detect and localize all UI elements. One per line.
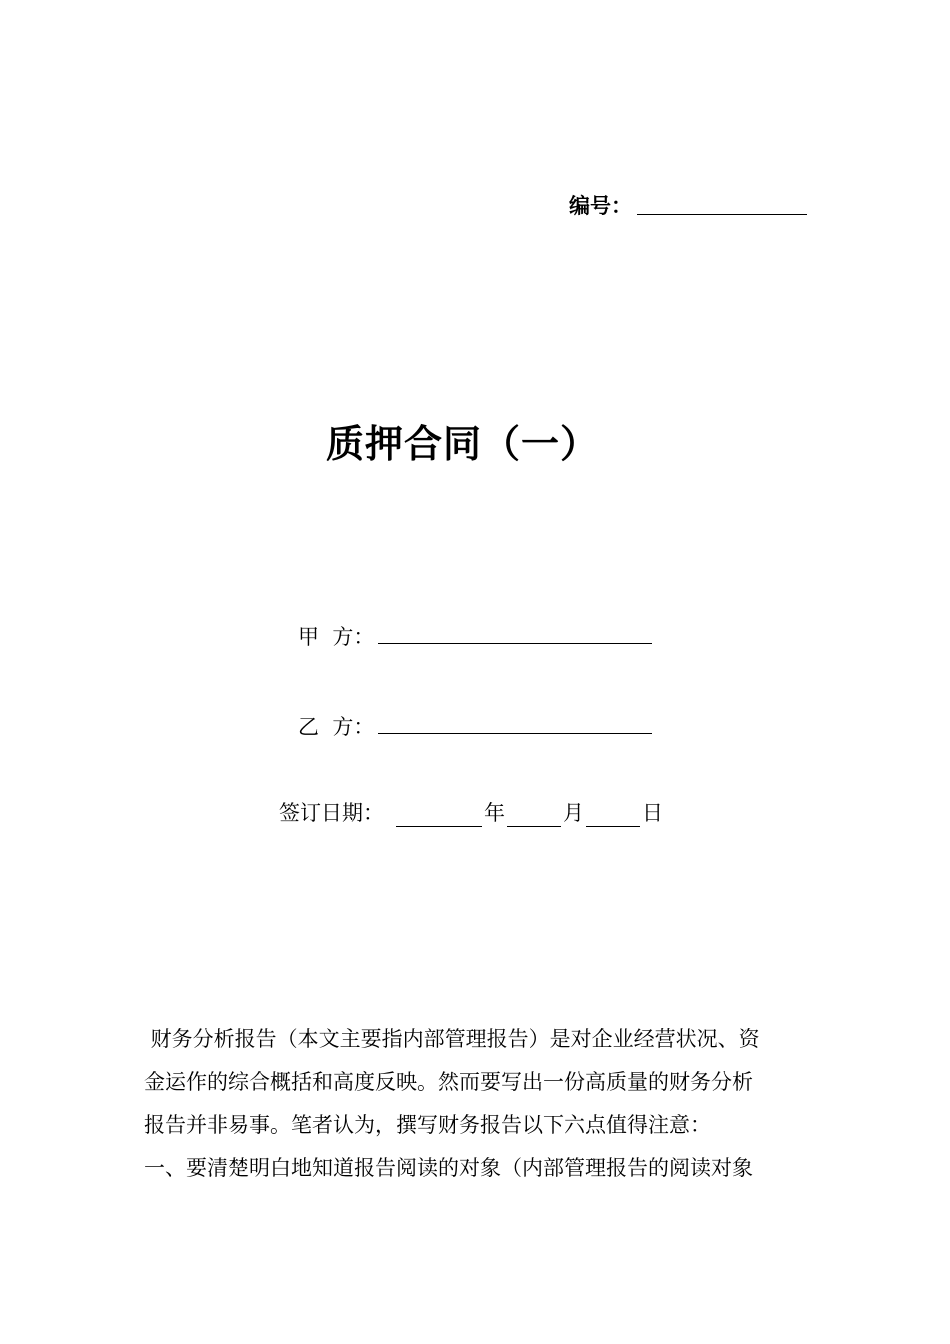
body-text	[144, 1018, 808, 1190]
sign-date-year-label: 年	[484, 801, 505, 825]
party-a-blank	[378, 643, 652, 644]
contract-number-blank	[637, 214, 807, 215]
sign-date-year-blank	[396, 804, 482, 827]
sign-date-month-label: 月	[563, 801, 584, 825]
party-b-label: 乙 方：	[298, 715, 375, 739]
party-b-blank	[378, 733, 652, 734]
body-line: 财务分析报告（本文主要指内部管理报告）是对企业经营状况、资	[144, 1027, 760, 1051]
contract-number-label: 编号：	[569, 194, 632, 218]
body-line: 一、要清楚明白地知道报告阅读的对象（内部管理报告的阅读对象	[144, 1156, 753, 1180]
body-line: 报告并非易事。笔者认为，撰写财务报告以下六点值得注意：	[144, 1113, 711, 1137]
sign-date-month-blank	[507, 804, 561, 827]
sign-date-day-blank	[586, 804, 640, 827]
body-line: 金运作的综合概括和高度反映。然而要写出一份高质量的财务分析	[144, 1070, 753, 1094]
sign-date-label: 签订日期：	[279, 801, 384, 825]
sign-date-row	[279, 797, 663, 827]
sign-date-day-label: 日	[642, 801, 663, 825]
party-a-label: 甲 方：	[298, 625, 375, 649]
document-title: 质押合同（一）	[325, 422, 599, 466]
